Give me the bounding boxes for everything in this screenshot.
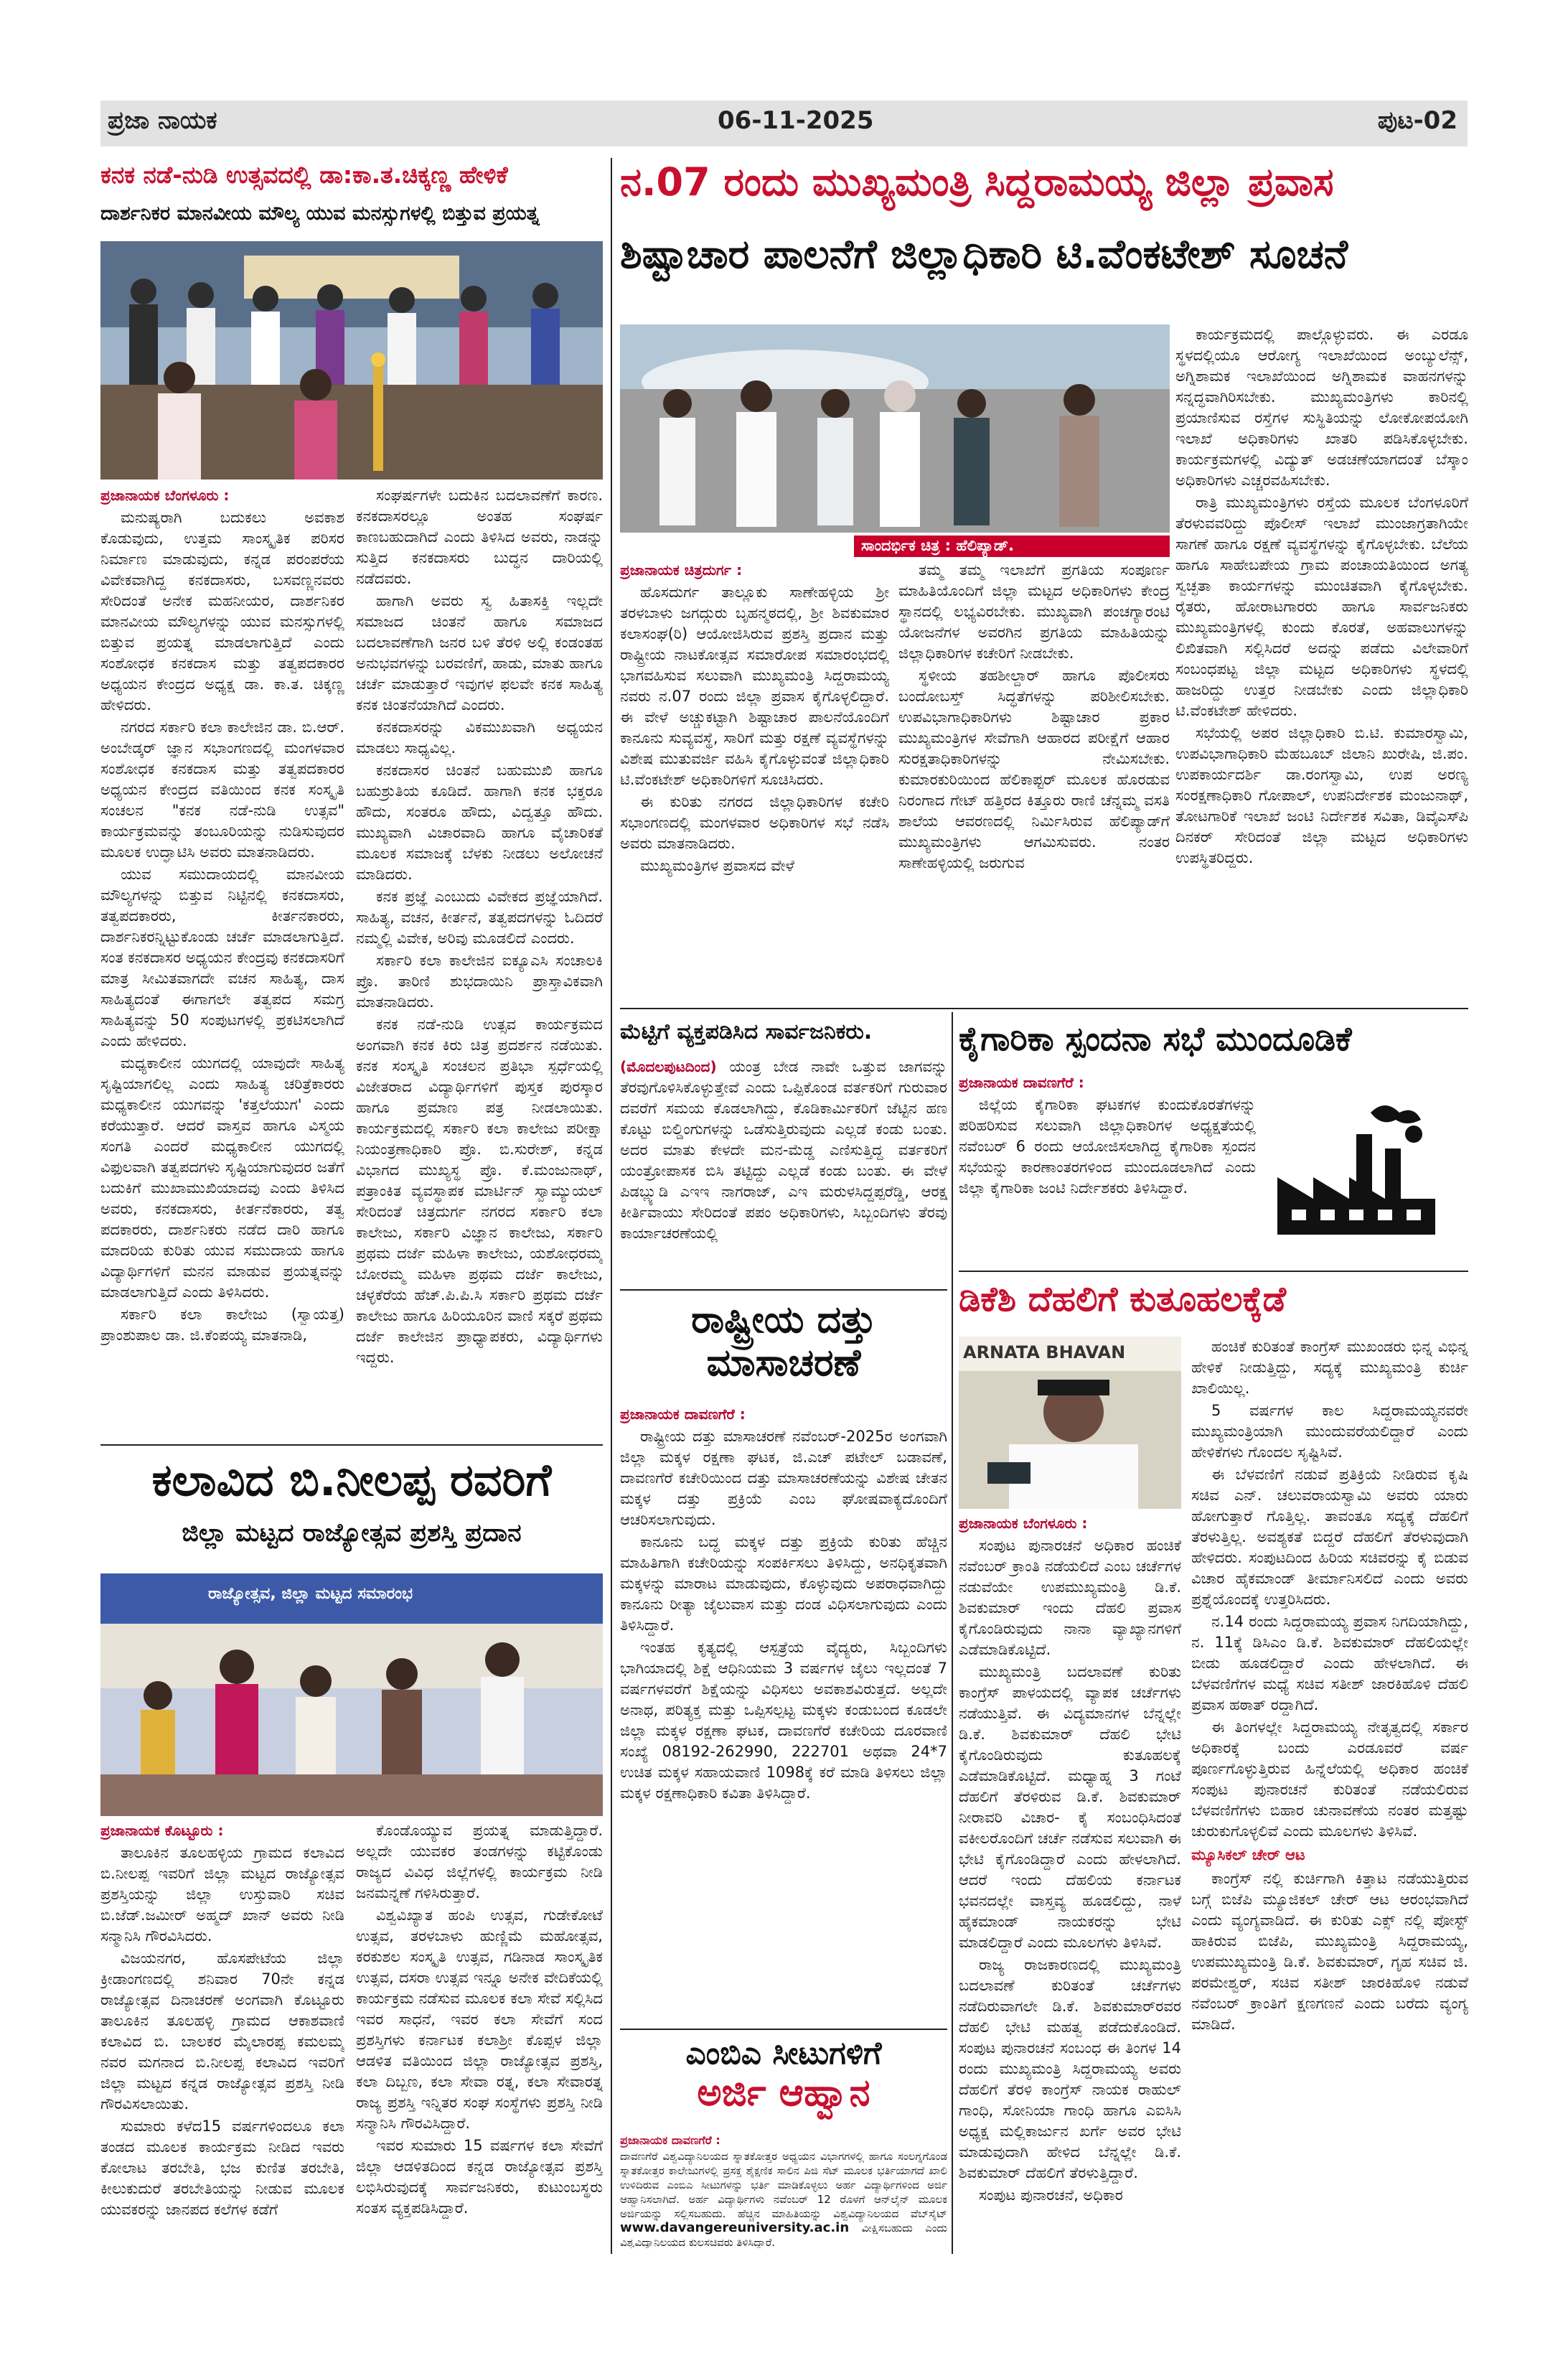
section-divider	[620, 1289, 947, 1291]
dks-para: ಕಾಂಗ್ರೆಸ್ ನಲ್ಲಿ ಕುರ್ಚಿಗಾಗಿ ಕಿತ್ತಾಟ ನಡೆಯುತ್ತಿರುವ ಬಗ್ಗೆ ಬಿಜೆಪಿ ಮ್ಯೂಜಿಕಲ್ ಚೇರ್ ಆಟ ಆರಂಭವಾಗಿದೆ ಎಂದು ವ್ಯಂಗ್ಯವಾಡಿದೆ. ಈ ಕುರಿತು ಎಕ್ಸ್ ನಲ್ಲಿ ಪೋಸ್ಟ್ ಹಾಕಿರುವ ಬಿಜೆಪಿ, ಮುಖ್ಯಮಂತ್ರಿ ಸಿದ್ದರಾಮಯ್ಯ, ಉಪಮುಖ್ಯಮಂತ್ರಿ ಡಿ.ಕೆ. ಶಿವಕುಮಾರ್, ಗೃಹ ಸಚಿವ ಜಿ. ಪರಮೇಶ್ವರ್, ಸಚಿವ ಸತೀಶ್ ಜಾರಕಿಹೊಳಿ ನಡುವೆ ನವೆಂಬರ್ ಕ್ರಾಂತಿಗೆ ಕ್ಷಣಗಣನೆ ಎಂದು ಬರೆದು ವ್ಯಂಗ್ಯ ಮಾಡಿದೆ.	[1191, 1870, 1468, 2033]
kanaka-para: ಸಂಘರ್ಷಗಳೇ ಬದುಕಿನ ಬದಲಾವಣೆಗೆ ಕಾರಣ. ಕನಕದಾಸರಲ್ಲೂ ಅಂತಹ ಸಂಘರ್ಷ ಕಾಣಬಹುದಾಗಿದೆ ಎಂದು ತಿಳಿಸಿದ ಅವರು, ನಾಡನ್ನು ಸುತ್ತಿದ ಕನಕದಾಸರು ಬುದ್ಧನ ದಾರಿಯಲ್ಲಿ ನಡೆದವರು.	[356, 487, 603, 587]
cm-body-col1	[620, 560, 889, 1001]
kanaka-para: ಕನಕ ನಡೆ-ನುಡಿ ಉತ್ಸವ ಕಾರ್ಯಕ್ರಮದ ಅಂಗವಾಗಿ ಕನಕ ಕಿರು ಚಿತ್ರ ಪ್ರದರ್ಶನ ನಡೆಯಿತು. ಕನಕ ಸಂಸ್ಕೃತಿ ಸಂಚಲನ ಪ್ರತಿಭಾ ಸ್ಪರ್ಧೆಯಲ್ಲಿ ವಿಜೇತರಾದ ವಿದ್ಯಾರ್ಥಿಗಳಿಗೆ ಪುಸ್ತಕ ಪುರಸ್ಕಾರ ಹಾಗೂ ಪ್ರಮಾಣ ಪತ್ರ ನೀಡಲಾಯಿತು. ಕಾರ್ಯಕ್ರಮದಲ್ಲಿ ಸರ್ಕಾರಿ ಕಲಾ ಕಾಲೇಜು ಪರೀಕ್ಷಾ ನಿಯಂತ್ರಣಾಧಿಕಾರಿ ಪ್ರೊ. ಬಿ.ಸುರೇಶ್, ಕನ್ನಡ ವಿಭಾಗದ ಮುಖ್ಯಸ್ಥ ಪ್ರೊ. ಕೆ.ಮಂಜುನಾಥ್, ಪತ್ರಾಂಕಿತ ವ್ಯವಸ್ಥಾಪಕ ಮಾರ್ಟಿನ್ ಸ್ವಾಮ್ಯುಯಲ್ ಸೇರಿದಂತೆ ಚಿತ್ರದುರ್ಗ ನಗರದ ಸರ್ಕಾರಿ ಕಲಾ ಕಾಲೇಜು, ಸರ್ಕಾರಿ ವಿಜ್ಞಾನ ಕಾಲೇಜು, ಸರ್ಕಾರಿ ಪ್ರಥಮ ದರ್ಜೆ ಮಹಿಳಾ ಕಾಲೇಜು, ಯಶೋಧರಮ್ಮ ಬೋರಮ್ಮ ಮಹಿಳಾ ಪ್ರಥಮ ದರ್ಜೆ ಕಾಲೇಜು, ಚಳ್ಳಕೆರೆಯ ಹೆಚ್.ಪಿ.ಪಿ.ಸಿ ಸರ್ಕಾರಿ ಪ್ರಥಮ ದರ್ಜೆ ಕಾಲೇಜು ಹಾಗೂ ಹಿರಿಯೂರಿನ ವಾಣಿ ಸಕ್ಕರೆ ಪ್ರಥಮ ದರ್ಜೆ ಕಾಲೇಜಿನ ಪ್ರಾಧ್ಯಾಪಕರು, ವಿದ್ಯಾರ್ಥಿಗಳು ಇದ್ದರು.	[356, 1016, 603, 1366]
cm-body-col2	[898, 560, 1170, 1001]
cm-body-right-col	[1175, 324, 1468, 1001]
cm-para: ಹೊಸದುರ್ಗ ತಾಲ್ಲೂಕು ಸಾಣೇಹಳ್ಳಿಯ ಶ್ರೀ ತರಳಬಾಳು ಜಗದ್ಗುರು ಬೃಹನ್ಮಠದಲ್ಲಿ, ಶ್ರೀ ಶಿವಕುಮಾರ ಕಲಾಸಂಘ(ರಿ) ಆಯೋಜಿಸಿರುವ ಪ್ರಶಸ್ತಿ ಪ್ರದಾನ ಮತ್ತು ರಾಷ್ಟ್ರೀಯ ನಾಟಕೋತ್ಸವ ಸಮಾರೋಪ ಸಮಾರಂಭದಲ್ಲಿ ಭಾಗವಹಿಸುವ ಸಲುವಾಗಿ ಮುಖ್ಯಮಂತ್ರಿ ಸಿದ್ದರಾಮಯ್ಯ ನವರು ನ.07 ರಂದು ಜಿಲ್ಲಾ ಪ್ರವಾಸ ಕೈಗೊಳ್ಳಲಿದ್ದಾರೆ. ಈ ವೇಳೆ ಅಚ್ಚುಕಟ್ಟಾಗಿ ಶಿಷ್ಟಾಚಾರ ಪಾಲನೆಯೊಂದಿಗೆ ಕಾನೂನು ಸುವ್ಯವಸ್ಥೆ, ಸಾರಿಗೆ ಮತ್ತು ರಕ್ಷಣೆ ವ್ಯವಸ್ಥೆಗಳನ್ನು ವಿಶೇಷ ಮುತುವರ್ಜಿ ವಹಿಸಿ ಕೈಗೊಳ್ಳುವಂತೆ ಜಿಲ್ಲಾಧಿಕಾರಿ ಟಿ.ವೆಂಕಟೇಶ್ ಅಧಿಕಾರಿಗಳಿಗೆ ಸೂಚಿಸಿದರು.	[620, 584, 889, 788]
mba-headline-line1: ಎಂಬಿಎ ಸೀಟುಗಳಿಗೆ	[685, 2036, 882, 2072]
cm-photo-caption: ಸಾಂದರ್ಭಿಕ ಚಿತ್ರ : ಹೆಲಿಪ್ಯಾಡ್.	[854, 535, 1170, 557]
dattu-body	[620, 1404, 947, 2021]
dks-para: ರಾಜ್ಯ ರಾಜಕಾರಣದಲ್ಲಿ ಮುಖ್ಯಮಂತ್ರಿ ಬದಲಾವಣೆ ಕುರಿತಂತೆ ಚರ್ಚೆಗಳು ನಡೆದಿರುವಾಗಲೇ ಡಿ.ಕೆ. ಶಿವಕುಮಾರ್‌ರವರ ದೆಹಲಿ ಭೇಟಿ ಮಹತ್ವ ಪಡೆದುಕೊಂಡಿದೆ. ಸಂಪುಟ ಪುನಾರಚನೆ ಸಂಬಂಧ ಈ ತಿಂಗಳ 14 ರಂದು ಮುಖ್ಯಮಂತ್ರಿ ಸಿದ್ದರಾಮಯ್ಯ ಅವರು ದೆಹಲಿಗೆ ತೆರಳಿ ಕಾಂಗ್ರೆಸ್ ನಾಯಕ ರಾಹುಲ್ ಗಾಂಧಿ, ಸೋನಿಯಾ ಗಾಂಧಿ ಹಾಗೂ ಎಐಸಿಸಿ ಅಧ್ಯಕ್ಷ ಮಲ್ಲಿಕಾರ್ಜುನ ಖರ್ಗೆ ಅವರ ಭೇಟಿ ಮಾಡುವುದಾಗಿ ಹೇಳಿದ ಬೆನ್ನಲ್ಲೇ ಡಿ.ಕೆ. ಶಿವಕುಮಾರ್ ದೆಹಲಿಗೆ ತೆರಳುತ್ತಿದ್ದಾರೆ.	[959, 1956, 1181, 2181]
kanaka-para: ಕನಕದಾಸರನ್ನು ವಿಕಮುಖವಾಗಿ ಅಧ್ಯಯನ ಮಾಡಲು ಸಾಧ್ಯವಿಲ್ಲ.	[356, 719, 603, 757]
mettilu-headline: ಮೆಟ್ಟಿಗೆ ವ್ಯಕ್ತಪಡಿಸಿದ ಸಾರ್ವಜನಿಕರು.	[620, 1019, 873, 1044]
dks-subhead: ಮ್ಯೂಸಿಕಲ್ ಚೇರ್ ಆಟ	[1191, 1846, 1305, 1863]
mba-body	[620, 2133, 947, 2248]
kanaka-body-col1	[100, 485, 344, 1436]
dks-body-col2	[1191, 1337, 1468, 2253]
mba-byline: ಪ್ರಜಾನಾಯಕ ದಾವಣಗೆರೆ :	[620, 2133, 720, 2147]
dattu-para: ಇಂತಹ ಕೃತ್ಯದಲ್ಲಿ ಆಸ್ಪತ್ರೆಯ ವೈದ್ಯರು, ಸಿಬ್ಬಂದಿಗಳು ಭಾಗಿಯಾದಲ್ಲಿ ಶಿಕ್ಷೆ ಆಧಿನಿಯಮ 3 ವರ್ಷಗಳ ಜೈಲು ಇಲ್ಲದಂತೆ 7 ವರ್ಷಗಳವರೆಗೆ ಶಿಕ್ಷೆಯನ್ನು ವಿಧಿಸಲು ಅವಕಾಶವಿರುತ್ತದೆ. ಅಲ್ಲದೇ ಅನಾಥ, ಪರಿತ್ಯಕ್ತ ಮತ್ತು ಒಪ್ಪಿಸಲ್ಪಟ್ಟ ಮಕ್ಕಳು ಕಂಡುಬಂದ ಕೂಡಲೇ ಜಿಲ್ಲಾ ಮಕ್ಕಳ ರಕ್ಷಣಾ ಘಟಕ, ದಾವಣಗೆರೆ ಕಚೇರಿಯ ದೂರವಾಣಿ ಸಂಖ್ಯೆ 08192-262990, 222701 ಅಥವಾ 24*7 ಉಚಿತ ಮಕ್ಕಳ ಸಹಾಯವಾಣಿ 1098ಕ್ಕೆ ಕರೆ ಮಾಡಿ ತಿಳಿಸಲು ಜಿಲ್ಲಾ ಮಕ್ಕಳ ರಕ್ಷಣಾಧಿಕಾರಿ ಕವಿತಾ ತಿಳಿಸಿದ್ದಾರೆ.	[620, 1639, 947, 1802]
kanaka-para: ಸರ್ಕಾರಿ ಕಲಾ ಕಾಲೇಜಿನ ಐಕ್ಯೂಎಸಿ ಸಂಚಾಲಕಿ ಪ್ರೊ. ತಾರಿಣಿ ಶುಭದಾಯಿನಿ ಪ್ರಾಸ್ತಾವಿಕವಾಗಿ ಮಾತನಾಡಿದರು.	[356, 952, 603, 1011]
column-divider	[952, 1012, 953, 2254]
kanaka-byline: ಪ್ರಜಾನಾಯಕ ಬೆಂಗಳೂರು :	[100, 487, 230, 504]
dks-para: ಸಂಪುಟ ಪುನಾರಚನೆ, ಅಧಿಕಾರ	[979, 2186, 1123, 2204]
cm-subheadline: ಶಿಷ್ಟಾಚಾರ ಪಾಲನೆಗೆ ಜಿಲ್ಲಾಧಿಕಾರಿ ಟಿ.ವೆಂಕಟೇಶ್ ಸೂಚನೆ	[620, 231, 1348, 278]
dks-photo-banner: ARNATA BHAVAN	[963, 1342, 1126, 1362]
cm-helipad-photo	[620, 324, 1170, 533]
mba-headline-line2: ಅರ್ಜಿ ಆಹ್ವಾನ	[697, 2071, 870, 2115]
kalavida-para: ವಿಶ್ವವಿಖ್ಯಾತ ಹಂಪಿ ಉತ್ಸವ, ಗುಡೇಕೋಟೆ ಉತ್ಸವ, ತರಳಬಾಳು ಹುಣ್ಣಿಮೆ ಮಹೋತ್ಸವ, ಕರಕುಶಲ ಸಂಸ್ಕೃತಿ ಉತ್ಸವ, ಗಡಿನಾಡ ಸಾಂಸ್ಕೃತಿಕ ಉತ್ಸವ, ದಸರಾ ಉತ್ಸವ ಇನ್ನೂ ಅನೇಕ ವೇದಿಕೆಯಲ್ಲಿ ಕಾರ್ಯಕ್ರಮ ನಡೆಸುವ ಮೂಲಕ ಕಲಾ ಸೇವೆ ಸಲ್ಲಿಸಿದ ಇವರ ಸಾಧನೆ, ಇವರ ಕಲಾ ಸೇವೆಗೆ ಸಂದ ಪ್ರಶಸ್ತಿಗಳು ಕರ್ನಾಟಕ ಕಲಾಶ್ರೀ ಕೊಪ್ಪಳ ಜಿಲ್ಲಾ ಆಡಳಿತ ವತಿಯಿಂದ ಜಿಲ್ಲಾ ರಾಜ್ಯೋತ್ಸವ ಪ್ರಶಸ್ತಿ, ಕಲಾ ದಿಬ್ಬಣ, ಕಲಾ ಸೇವಾ ರತ್ನ, ಕಲಾ ಸೇವಾರತ್ನ ರಾಜ್ಯ ಪ್ರಶಸ್ತಿ ಇನ್ನಿತರ ಸಂಘ ಸಂಸ್ಥೆಗಳು ಪ್ರಶಸ್ತಿ ನೀಡಿ ಸನ್ಮಾನಿಸಿ ಗೌರವಿಸಿದ್ದಾರೆ.	[356, 1907, 603, 2132]
kalavida-byline: ಪ್ರಜಾನಾಯಕ ಕೊಟ್ಟೂರು :	[100, 1822, 224, 1839]
mettilu-body	[620, 1057, 947, 1279]
cm-para: ಕಾರ್ಯಕ್ರಮದಲ್ಲಿ ಪಾಲ್ಗೊಳ್ಳುವರು. ಈ ಎರಡೂ ಸ್ಥಳದಲ್ಲಿಯೂ ಆರೋಗ್ಯ ಇಲಾಖೆಯಿಂದ ಅಂಬ್ಯುಲೆನ್ಸ್, ಅಗ್ನಿಶಾಮಕ ಇಲಾಖೆಯಿಂದ ಅಗ್ನಿಶಾಮಕ ವಾಹನಗಳನ್ನು ಸನ್ನದ್ಧವಾಗಿರಿಸಬೇಕು. ಮುಖ್ಯಮಂತ್ರಿಗಳು ಕಾರಿನಲ್ಲಿ ಪ್ರಯಾಣಿಸುವ ರಸ್ತೆಗಳ ಸುಸ್ಥಿತಿಯನ್ನು ಲೋಕೋಪಯೋಗಿ ಇಲಾಖೆ ಅಧಿಕಾರಿಗಳು ಖಾತರಿ ಪಡಿಸಿಕೊಳ್ಳಬೇಕು. ಕಾರ್ಯಕ್ರಮಗಳಲ್ಲಿ ವಿದ್ಯುತ್ ಅಡಚಣೆಯಾಗದಂತೆ ಬೆಸ್ಕಾಂ ಅಧಿಕಾರಿಗಳು ಎಚ್ಚರವಹಿಸಬೇಕು.	[1175, 326, 1468, 489]
kanaka-para: ಹಾಗಾಗಿ ಅವರು ಸ್ವ ಹಿತಾಸಕ್ತಿ ಇಲ್ಲದೇ ಸಮಾಜದ ಚಿಂತನೆ ಹಾಗೂ ಸಮಾಜದ ಬದಲಾವಣೆಗಾಗಿ ಜನರ ಬಳಿ ತೆರಳಿ ಅಲ್ಲಿ ಕಂಡಂತಹ ಅನುಭವಗಳನ್ನು ಬರವಣಿಗೆ, ಹಾಡು, ಮಾತು ಹಾಗೂ ಚರ್ಚೆ ಮಾಡುತ್ತಾರೆ ಇವುಗಳ ಫಲವೇ ಕನಕ ಸಾಹಿತ್ಯ ಕನಕ ಚಿಂತನೆಯಾಗಿದೆ ಎಂದರು.	[356, 592, 603, 714]
kalavida-award-photo	[100, 1573, 603, 1816]
dks-para: ಈ ಬೆಳವಣಿಗೆ ನಡುವೆ ಪ್ರತಿಕ್ರಿಯೆ ನೀಡಿರುವ ಕೃಷಿ ಸಚಿವ ಎನ್. ಚಲುವರಾಯಸ್ವಾಮಿ ಅವರು ಯಾರು ಹೋಗುತ್ತಾರೆ ಗೊತ್ತಿಲ್ಲ. ತಾವಂತೂ ಸದ್ಯಕ್ಕೆ ದೆಹಲಿಗೆ ತೆರಳುತ್ತಿಲ್ಲ. ಅವಶ್ಯಕತೆ ಬಿದ್ದರೆ ದೆಹಲಿಗೆ ತೆರಳುವುದಾಗಿ ಹೇಳಿದರು. ಸಂಪುಟದಿಂದ ಹಿರಿಯ ಸಚಿವರನ್ನು ಕೈ ಬಿಡುವ ವಿಚಾರ ಹೈಕಮಾಂಡ್ ತೀರ್ಮಾನಿಸಲಿದೆ ಎಂದು ಅವರು ಪ್ರಶ್ನೆಯೊಂದಕ್ಕೆ ಉತ್ತರಿಸಿದರು.	[1191, 1466, 1468, 1608]
kalavida-para: ತಾಲೂಕಿನ ತೂಲಹಳ್ಳಿಯ ಗ್ರಾಮದ ಕಲಾವಿದ ಬಿ.ನೀಲಪ್ಪ ಇವರಿಗೆ ಜಿಲ್ಲಾ ಮಟ್ಟದ ರಾಜ್ಯೋತ್ಸವ ಪ್ರಶಸ್ತಿಯನ್ನು ಜಿಲ್ಲಾ ಉಸ್ತುವಾರಿ ಸಚಿವ ಬಿ.ಜೆಡ್.ಜಮೀರ್ ಅಹ್ಮದ್ ಖಾನ್ ಅವರು ನೀಡಿ ಸನ್ಮಾನಿಸಿ ಗೌರವಿಸಿದರು.	[100, 1844, 344, 1945]
dattu-headline	[620, 1299, 947, 1400]
mettilu-byline: (ಮೊದಲಪುಟದಿಂದ)	[620, 1058, 717, 1075]
kalavida-body-col2	[356, 1820, 603, 2251]
cm-para: ರಾತ್ರಿ ಮುಖ್ಯಮಂತ್ರಿಗಳು ರಸ್ತೆಯ ಮೂಲಕ ಬೆಂಗಳೂರಿಗೆ ತೆರಳುವವರಿದ್ದು ಪೊಲೀಸ್ ಇಲಾಖೆ ಮುಂಜಾಗ್ರತಾಗಿಯೇ ಸಾಗಣೆ ಹಾಗೂ ರಕ್ಷಣೆ ವ್ಯವಸ್ಥೆಗಳನ್ನು ಕೈಗೊಳ್ಳಬೇಕು. ಬೆಲೆಯ ಹಾಗೂ ಸಾಹೇಬಪೇಯ ಗ್ರಾಮ ಪಂಚಾಯತಿಯಿಂದ ಅಗತ್ಯ ಸ್ವಚ್ಛತಾ ಕಾರ್ಯಗಳನ್ನು ಮುಂಚಿತವಾಗಿ ಕೈಗೊಳ್ಳಬೇಕು. ರೈತರು, ಹೋರಾಟಗಾರರು ಹಾಗೂ ಸಾರ್ವಜನಿಕರು ಮುಖ್ಯಮಂತ್ರಿಗಳಲ್ಲಿ ಕುಂದು ಕೊರತೆ, ಅಹವಾಲುಗಳನ್ನು ಲಿಖಿತವಾಗಿ ಸಲ್ಲಿಸಿದರೆ ಅದನ್ನು ಪಡೆದು ವಿಲೇವಾರಿಗೆ ಸಂಬಂಧಪಟ್ಟ ಜಿಲ್ಲಾ ಮಟ್ಟದ ಅಧಿಕಾರಿಗಳು ಸ್ಥಳದಲ್ಲಿ ಹಾಜರಿದ್ದು ಉತ್ತರ ನೀಡಬೇಕು ಎಂದು ಜಿಲ್ಲಾಧಿಕಾರಿ ಟಿ.ವೆಂಕಟೇಶ್ ಹೇಳಿದರು.	[1175, 494, 1468, 719]
kalavida-para: ಸುಮಾರು ಕಳೆದ15 ವರ್ಷಗಳಿಂದಲೂ ಕಲಾ ತಂಡದ ಮೂಲಕ ಕಾರ್ಯಕ್ರಮ ನೀಡಿದ ಇವರು ಕೋಲಾಟ ತರಬೇತಿ, ಭಜ ಕುಣಿತ ತರಬೇತಿ, ಕೀಲುಕುದುರೆ ತರಬೇತಿಯನ್ನು ನೀಡುವ ಮೂಲಕ ಯುವಕರನ್ನು ಜಾನಪದ ಕಲೆಗಳ ಕಡೆಗೆ	[100, 2118, 344, 2218]
dattu-headline-line1: ರಾಷ್ಟ್ರೀಯ ದತ್ತು	[691, 1299, 876, 1342]
kanaka-para: ಕನಕ ಪ್ರಜ್ಞೆ ಎಂಬುದು ವಿವೇಕದ ಪ್ರಜ್ಞೆಯಾಗಿದೆ. ಸಾಹಿತ್ಯ, ವಚನ, ಕೀರ್ತನೆ, ತತ್ವಪದಗಳನ್ನು ಓದಿದರೆ ನಮ್ಮಲ್ಲಿ ವಿವೇಕ, ಅರಿವು ಮೂಡಲಿದೆ ಎಂದರು.	[356, 888, 603, 947]
cm-para: ಸಭೆಯಲ್ಲಿ ಅಪರ ಜಿಲ್ಲಾಧಿಕಾರಿ ಬಿ.ಟಿ. ಕುಮಾರಸ್ವಾಮಿ, ಉಪವಿಭಾಗಾಧಿಕಾರಿ ಮೆಹಬೂಬ್ ಜಿಲಾನಿ ಖುರೇಷಿ, ಜಿ.ಪಂ. ಉಪಕಾರ್ಯದರ್ಶಿ ಡಾ.ರಂಗಸ್ವಾಮಿ, ಉಪ ಅರಣ್ಯ ಸಂರಕ್ಷಣಾಧಿಕಾರಿ ಗೋಪಾಲ್, ಉಪನಿರ್ದೇಶಕ ಮಂಜುನಾಥ್, ತೋಟಗಾರಿಕೆ ಇಲಾಖೆ ಜಂಟಿ ನಿರ್ದೇಶಕ ಸವಿತಾ, ಡಿವೈಎಸ್‍ಪಿ ದಿನಕರ್ ಸೇರಿದಂತೆ ಜಿಲ್ಲಾ ಮಟ್ಟದ ಅಧಿಕಾರಿಗಳು ಉಪಸ್ಥಿತರಿದ್ದರು.	[1175, 724, 1468, 866]
kaigarika-headline: ಕೈಗಾರಿಕಾ ಸ್ಪಂದನಾ ಸಭೆ ಮುಂದೂಡಿಕೆ	[959, 1019, 1352, 1058]
cm-headline: ನ.07 ರಂದು ಮುಖ್ಯಮಂತ್ರಿ ಸಿದ್ದರಾಮಯ್ಯ ಜಿಲ್ಲಾ ಪ್ರವಾಸ	[620, 159, 1334, 205]
cm-byline: ಪ್ರಜಾನಾಯಕ ಚಿತ್ರದುರ್ಗ :	[620, 561, 743, 579]
section-divider	[100, 1444, 603, 1446]
dks-para: 5 ವರ್ಷಗಳ ಕಾಲ ಸಿದ್ದರಾಮಯ್ಯನವರೇ ಮುಖ್ಯಮಂತ್ರಿಯಾಗಿ ಮುಂದುವರೆಯಲಿದ್ದಾರೆ ಎಂದು ಹೇಳಿಕೆಗಳು ಗೊಂದಲ ಸೃಷ್ಟಿಸಿವೆ.	[1191, 1402, 1468, 1461]
issue-date: 06-11-2025	[718, 106, 874, 135]
dks-para: ಮುಖ್ಯಮಂತ್ರಿ ಬದಲಾವಣೆ ಕುರಿತು ಕಾಂಗ್ರೆಸ್ ಪಾಳಯದಲ್ಲಿ ವ್ಯಾಪಕ ಚರ್ಚೆಗಳು ನಡೆಯುತ್ತಿವೆ. ಈ ವಿದ್ಯಮಾನಗಳ ಬೆನ್ನಲ್ಲೇ ಡಿ.ಕೆ. ಶಿವಕುಮಾರ್ ದೆಹಲಿ ಭೇಟಿ ಕೈಗೊಂಡಿರುವುದು ಕುತೂಹಲಕ್ಕೆ ಎಡೆಮಾಡಿಕೊಟ್ಟಿದೆ. ಮಧ್ಯಾಹ್ನ 3 ಗಂಟೆ ದೆಹಲಿಗೆ ತೆರಳಿರುವ ಡಿ.ಕೆ. ಶಿವಕುಮಾರ್ ನೀರಾವರಿ ವಿಚಾರ- ಕೈ ಸಂಬಂಧಿಸಿದಂತೆ ವಕೀಲರೊಂದಿಗೆ ಚರ್ಚೆ ನಡೆಸುವ ಸಲುವಾಗಿ ಈ ಭೇಟಿ ಕೈಗೊಂಡಿದ್ದಾರೆ ಎಂದು ಹೇಳಲಾಗಿದೆ. ಆದರೆ ಇಂದು ದೆಹಲಿಯ ಕರ್ನಾಟಕ ಭವನದಲ್ಲೇ ವಾಸ್ತವ್ಯ ಹೂಡಲಿದ್ದು, ನಾಳೆ ಹೈಕಮಾಂಡ್ ನಾಯಕರನ್ನು ಭೇಟಿ ಮಾಡಲಿದ್ದಾರೆ ಎಂದು ಮೂಲಗಳು ತಿಳಿಸಿವೆ.	[959, 1663, 1181, 1951]
section-divider	[620, 2029, 947, 2030]
kalavida-subheadline: ಜಿಲ್ಲಾ ಮಟ್ಟದ ರಾಜ್ಯೋತ್ಸವ ಪ್ರಶಸ್ತಿ ಪ್ರದಾನ	[182, 1519, 522, 1548]
cm-para: ತಮ್ಮ ತಮ್ಮ ಇಲಾಖೆಗೆ ಪ್ರಗತಿಯ ಸಂಪೂರ್ಣ ಮಾಹಿತಿಯೊಂದಿಗೆ ಜಿಲ್ಲಾ ಮಟ್ಟದ ಅಧಿಕಾರಿಗಳು ಕೇಂದ್ರ ಸ್ಥಾನದಲ್ಲಿ ಲಭ್ಯವಿರಬೇಕು. ಮುಖ್ಯವಾಗಿ ಪಂಚಗ್ಯಾರಂಟಿ ಯೋಜನೆಗಳ ಅವರಗಿನ ಪ್ರಗತಿಯ ಮಾಹಿತಿಯನ್ನು ಜಿಲ್ಲಾಧಿಕಾರಿಗಳ ಕಚೇರಿಗೆ ನೀಡಬೇಕು.	[898, 561, 1170, 662]
kanaka-headline: ಕನಕ ನಡೆ-ನುಡಿ ಉತ್ಸವದಲ್ಲಿ ಡಾ:ಕಾ.ತ.ಚಿಕ್ಕಣ್ಣ ಹೇಳಿಕೆ	[100, 161, 508, 189]
university-website-link[interactable]: www.davangereuniversity.ac.in	[620, 2220, 850, 2235]
kaigarika-body	[959, 1072, 1256, 1259]
kalavida-body-col1	[100, 1820, 344, 2251]
kanaka-body-col2	[356, 485, 603, 1436]
section-divider	[620, 1008, 1468, 1009]
kanaka-subheadline: ದಾರ್ಶನಿಕರ ಮಾನವೀಯ ಮೌಲ್ಯ ಯುವ ಮನಸ್ಸುಗಳಲ್ಲಿ ಬಿತ್ತುವ ಪ್ರಯತ್ನ	[100, 202, 540, 225]
dks-para: ಹಂಚಿಕೆ ಕುರಿತಂತೆ ಕಾಂಗ್ರೆಸ್ ಮುಖಂಡರು ಭಿನ್ನ ವಿಭಿನ್ನ ಹೇಳಿಕೆ ನೀಡುತ್ತಿದ್ದು, ಸದ್ಯಕ್ಕೆ ಮುಖ್ಯಮಂತ್ರಿ ಕುರ್ಚಿ ಖಾಲಿಯಿಲ್ಲ.	[1191, 1338, 1468, 1397]
page-header	[100, 100, 1468, 146]
dks-byline: ಪ್ರಜಾನಾಯಕ ಬೆಂಗಳೂರು :	[959, 1515, 1088, 1532]
dks-photo	[959, 1337, 1181, 1509]
cm-para: ಸ್ಥಳೀಯ ತಹಶೀಲ್ದಾರ್ ಹಾಗೂ ಪೊಲೀಸರು ಬಂದೋಬಸ್ತ್ ಸಿದ್ಧತೆಗಳನ್ನು ಪರಿಶೀಲಿಸಬೇಕು. ಉಪವಿಭಾಗಾಧಿಕಾರಿಗಳು ಶಿಷ್ಟಾಚಾರ ಪ್ರಕಾರ ಮುಖ್ಯಮಂತ್ರಿಗಳ ಸೇವೆಗಾಗಿ ಆಹಾರದ ಪರೀಕ್ಷೆಗೆ ಆಹಾರ ಸುರಕ್ಷತಾಧಿಕಾರಿಗಳನ್ನು ನೇಮಿಸಬೇಕು. ಕುಮಾರಕುರಿಯಿಂದ ಹೆಲಿಕಾಪ್ಟರ್ ಮೂಲಕ ಹೊರಡುವ ನಿರಂಗಾದ ಗೇಟ್ ಹತ್ತಿರದ ಕಿತ್ತೂರು ರಾಣಿ ಚೆನ್ನಮ್ಮ ವಸತಿ ಶಾಲೆಯ ಆವರಣದಲ್ಲಿ ನಿರ್ಮಿಸಿರುವ ಹೆಲಿಪ್ಯಾಡ್‍ಗೆ ಮುಖ್ಯಮಂತ್ರಿಗಳು ಆಗಮಿಸುವರು. ನಂತರ ಸಾಣೇಹಳ್ಳಿಯಲ್ಲಿ ಜರುಗುವ	[898, 667, 1170, 871]
mettilu-text: ಯಂತ್ರ ಬೇಡ ನಾವೇ ಒತ್ತುವ ಜಾಗವನ್ನು ತೆರವುಗೊಳಿಸಿಕೊಳ್ಳುತ್ತೇವೆ ಎಂದು ಒಪ್ಪಿಕೊಂಡ ವರ್ತಕರಿಗೆ ಗುರುವಾರ ದವರೆಗೆ ಸಮಯ ಕೊಡಲಾಗಿದ್ದು, ಕೊಡಿಕಾರ್ಮಿಕರಿಗೆ ಜೆಟ್ಟಿನ ಹಣ ಕೊಟ್ಟು ಬಿಲ್ಡಿಂಗುಗಳನ್ನು ಒಡೆಸುತ್ತಿರುವುದು ಎಲ್ಲಡೆ ಕಂಡು ಬಂತು. ಅದರ ಮಾತು ಕೇಳದೇ ಮನ-ಮೆಡ್ಡ ಎಣಿಸುತ್ತಿದ್ದ ವರ್ತಕರಿಗೆ ಯಂತ್ರೋಪಾಸಕ ಬಿಸಿ ತಟ್ಟಿದ್ದು ಎಲ್ಲಡೆ ಕಂಡು ಬಂತು. ಈ ವೇಳೆ ಪಿಡಬ್ಲ್ಯುಡಿ ಎಇಇ ನಾಗರಾಜ್, ಎಇ ಮರುಳಸಿದ್ದಪ್ಪರೆಡ್ಡಿ, ಆರಕ್ಷ ಕೀರ್ತಿವಾಯು ಸೇರಿದಂತೆ ಪಪಂ ಅಧಿಕಾರಿಗಳು, ಸಿಬ್ಬಂದಿಗಳು ತೆರವು ಕಾರ್ಯಾಚರಣೆಯಲ್ಲಿ	[620, 1058, 947, 1242]
dks-para: ಈ ತಿಂಗಳಲ್ಲೇ ಸಿದ್ದರಾಮಯ್ಯ ನೇತೃತ್ವದಲ್ಲಿ ಸರ್ಕಾರ ಅಧಿಕಾರಕ್ಕೆ ಬಂದು ಎರಡೂವರೆ ವರ್ಷ ಪೂರ್ಣಗೊಳ್ಳುತ್ತಿರುವ ಹಿನ್ನೆಲೆಯಲ್ಲಿ ಅಧಿಕಾರ ಹಂಚಿಕೆ ಸಂಪುಟ ಪುನಾರಚನೆ ಕುರಿತಂತೆ ನಡೆಯಲಿರುವ ಬೆಳವಣಿಗೆಗಳು ಬಿಹಾರ ಚುನಾವಣೆಯ ನಂತರ ಮತ್ತಷ್ಟು ಚುರುಕುಗೊಳ್ಳಲಿವೆ ಎಂದು ಮೂಲಗಳು ತಿಳಿಸಿವೆ.	[1191, 1718, 1468, 1840]
cm-para: ಮುಖ್ಯಮಂತ್ರಿಗಳ ಪ್ರವಾಸದ ವೇಳೆ	[640, 857, 794, 874]
column-divider	[611, 158, 612, 2254]
kanaka-para: ಕನಕದಾಸರ ಚಿಂತನೆ ಬಹುಮುಖಿ ಹಾಗೂ ಬಹುಶ್ರುತಿಯ ಕೂಡಿದೆ. ಹಾಗಾಗಿ ಕನಕ ಭಕ್ತರೂ ಹೌದು, ಸಂತರೂ ಹೌದು, ವಿದ್ವತ್ತೂ ಹೌದು. ಮುಖ್ಯವಾಗಿ ವಿಚಾರವಾದಿ ಹಾಗೂ ವೈಚಾರಿಕತೆ ಮೂಲಕ ಸಮಾಜಕ್ಕೆ ಬೆಳಕು ನೀಡಲು ಅಲೋಚನೆ ಮಾಡಿದರು.	[356, 762, 603, 883]
dks-para: ನ.14 ರಂದು ಸಿದ್ದರಾಮಯ್ಯ ಪ್ರವಾಸ ನಿಗದಿಯಾಗಿದ್ದು, ನ. 11ಕ್ಕೆ ಡಿಸಿಎಂ ಡಿ.ಕೆ. ಶಿವಕುಮಾರ್ ದೆಹಲಿಯಲ್ಲೇ ಬೀಡು ಹೂಡಲಿದ್ದಾರೆ ಎಂದು ಹೇಳಲಾಗಿದೆ. ಈ ಬೆಳವಣಿಗೆಗಳ ಮಧ್ಯೆ ಸಚಿವ ಸತೀಶ್ ಜಾರಕಿಹೊಳಿ ದೆಹಲಿ ಪ್ರವಾಸ ಹಠಾತ್ ರದ್ದಾಗಿದೆ.	[1191, 1613, 1468, 1713]
kanaka-para: ಮನುಷ್ಯರಾಗಿ ಬದುಕಲು ಅವಕಾಶ ಕೊಡುವುದು, ಉತ್ತಮ ಸಾಂಸ್ಕೃತಿಕ ಪರಿಸರ ನಿರ್ಮಾಣ ಮಾಡುವುದು, ಕನ್ನಡ ಪರಂಪರೆಯ ವಿವೇಕವಾಗಿದ್ದ ಕನಕದಾಸರು, ಬಸವಣ್ಣನವರು ಸೇರಿದಂತೆ ಅನೇಕ ಮಹನೀಯರ, ದಾರ್ಶನಿಕರ ಮಾನವೀಯ ಮೌಲ್ಯಗಳನ್ನು ಯುವ ಮನಸ್ಸುಗಳಲ್ಲಿ ಬಿತ್ತುವ ಪ್ರಯತ್ನ ಮಾಡಲಾಗುತ್ತಿದೆ ಎಂದು ಸಂಶೋಧಕ ಕನಕದಾಸ ಮತ್ತು ತತ್ವಪದಕಾರರ ಅಧ್ಯಯನ ಕೇಂದ್ರದ ಅಧ್ಯಕ್ಷ ಡಾ. ಕಾ.ತ. ಚಿಕ್ಕಣ್ಣ ಹೇಳಿದರು.	[100, 509, 344, 714]
kaigarika-text: ಜಿಲ್ಲೆಯ ಕೈಗಾರಿಕಾ ಘಟಕಗಳ ಕುಂದುಕೊರತೆಗಳನ್ನು ಪರಿಹರಿಸುವ ಸಲುವಾಗಿ ಜಿಲ್ಲಾಧಿಕಾರಿಗಳ ಅಧ್ಯಕ್ಷತೆಯಲ್ಲಿ ನವೆಂಬರ್ 6 ರಂದು ಆಯೋಜಿಸಲಾಗಿದ್ದ ಕೈಗಾರಿಕಾ ಸ್ಪಂದನ ಸಭೆಯನ್ನು ಕಾರಣಾಂತರಗಳಿಂದ ಮುಂದೂಡಲಾಗಿದೆ ಎಂದು ಜಿಲ್ಲಾ ಕೈಗಾರಿಕಾ ಜಂಟಿ ನಿರ್ದೇಶಕರು ತಿಳಿಸಿದ್ದಾರೆ.	[959, 1096, 1256, 1197]
page-number: ಪುಟ-02	[1377, 106, 1457, 135]
cm-para: ಈ ಕುರಿತು ನಗರದ ಜಿಲ್ಲಾಧಿಕಾರಿಗಳ ಕಚೇರಿ ಸಭಾಂಗಣದಲ್ಲಿ ಮಂಗಳವಾರ ಅಧಿಕಾರಿಗಳ ಸಭೆ ನಡೆಸಿ ಅವರು ಮಾತನಾಡಿದರು.	[620, 793, 889, 852]
kalavida-photo-banner: ರಾಜ್ಯೋತ್ಸವ, ಜಿಲ್ಲಾ ಮಟ್ಟದ ಸಮಾರಂಭ	[208, 1585, 413, 1603]
kanaka-para: ನಗರದ ಸರ್ಕಾರಿ ಕಲಾ ಕಾಲೇಜಿನ ಡಾ. ಬಿ.ಆರ್. ಅಂಬೇಡ್ಕರ್ ಜ್ಞಾನ ಸಭಾಂಗಣದಲ್ಲಿ ಮಂಗಳವಾರ ಸಂಶೋಧಕ ಕನಕದಾಸ ಮತ್ತು ತತ್ವಪದಕಾರರ ಅಧ್ಯಯನ ಕೇಂದ್ರದ ವತಿಯಿಂದ ಕನಕ ಸಂಸ್ಕೃತಿ ಸಂಚಲನ "ಕನಕ ನಡೆ-ನುಡಿ ಉತ್ಸವ" ಕಾರ್ಯಕ್ರಮವನ್ನು ತಂಬೂರಿಯನ್ನು ನುಡಿಸುವುದರ ಮೂಲಕ ಉದ್ಘಾಟಿಸಿ ಅವರು ಮಾತನಾಡಿದರು.	[100, 719, 344, 861]
mba-text: ದಾವಣಗೆರೆ ವಿಶ್ವವಿದ್ಯಾನಿಲಯದ ಸ್ನಾತಕೋತ್ತರ ಅಧ್ಯಯನ ವಿಭಾಗಗಳಲ್ಲಿ ಹಾಗೂ ಸಂಲಗ್ನಗೊಂಡ ಸ್ನಾತಕೋತ್ತರ ಕಾಲೇಜುಗಳಲ್ಲಿ ಪ್ರಸಕ್ತ ಶೈಕ್ಷಣಿಕ ಸಾಲಿನ ಪಿಜಿ ಸೆಟ್ ಮೂಲಕ ಭರ್ತಿಯಾಗದೆ ಖಾಲಿ ಉಳಿದಿರುವ ಎಂಬಿಎ ಸೀಟುಗಳನ್ನು ಭರ್ತಿ ಮಾಡಿಕೊಳ್ಳಲು ಅರ್ಹ ವಿದ್ಯಾರ್ಥಿಗಳಿಂದ ಅರ್ಜಿ ಆಹ್ವಾನಿಸಲಾಗಿದೆ. ಅರ್ಹ ವಿದ್ಯಾರ್ಥಿಗಳು ನವೆಂಬರ್ 12 ರೊಳಗೆ ಆನ್‌ಲೈನ್ ಮೂಲಕ ಅರ್ಜಿಯನ್ನು ಸಲ್ಲಿಸಬಹುದು. ಹೆಚ್ಚಿನ ಮಾಹಿತಿಯನ್ನು ವಿಶ್ವವಿದ್ಯಾನಿಲಯದ ವೆಬ್‌ಸೈಟ್	[620, 2150, 947, 2220]
dks-para: ಸಂಪುಟ ಪುನಾರಚನೆ ಅಧಿಕಾರ ಹಂಚಿಕೆ ನವೆಂಬರ್ ಕ್ರಾಂತಿ ನಡೆಯಲಿದೆ ಎಂಬ ಚರ್ಚೆಗಳ ನಡುವೆಯೇ ಉಪಮುಖ್ಯಮಂತ್ರಿ ಡಿ.ಕೆ. ಶಿವಕುಮಾರ್ ಇಂದು ದೆಹಲಿ ಪ್ರವಾಸ ಕೈಗೊಂಡಿರುವುದು ನಾನಾ ವ್ಯಾಖ್ಯಾನಗಳಿಗೆ ಎಡೆಮಾಡಿಕೊಟ್ಟಿದೆ.	[959, 1537, 1181, 1658]
mba-text-end: ವೀಕ್ಷಿಸಬಹುದು ಎಂದು ವಿಶ್ವವಿದ್ಯಾನಿಲಯದ ಕುಲಸಚಿವರು ತಿಳಿಸಿದ್ದಾರೆ.	[620, 2222, 947, 2248]
kanaka-para: ಯುವ ಸಮುದಾಯದಲ್ಲಿ ಮಾನವೀಯ ಮೌಲ್ಯಗಳನ್ನು ಬಿತ್ತುವ ನಿಟ್ಟಿನಲ್ಲಿ ಕನಕದಾಸರು, ತತ್ವಪದಕಾರರು, ಕೀರ್ತನಕಾರರು, ದಾರ್ಶನಿಕರನ್ನಿಟ್ಟುಕೊಂಡು ಚರ್ಚೆ ಮಾಡಲಾಗುತ್ತಿದೆ. ಸಂತ ಕನಕದಾಸರ ಅಧ್ಯಯನ ಕೇಂದ್ರವು ಕನಕದಾಸರಿಗೆ ಮಾತ್ರ ಸೀಮಿತವಾಗದೇ ವಚನ ಸಾಹಿತ್ಯ, ದಾಸ ಸಾಹಿತ್ಯದಂತೆ ಈಗಾಗಲೇ ತತ್ವಪದ ಸಮಗ್ರ ಸಾಹಿತ್ಯವನ್ನು 50 ಸಂಪುಟಗಳಲ್ಲಿ ಪ್ರಕಟಿಸಲಾಗಿದೆ ಎಂದು ಹೇಳಿದರು.	[100, 866, 344, 1049]
kalavida-headline: ಕಲಾವಿದ ಬಿ.ನೀಲಪ್ಪ ರವರಿಗೆ	[151, 1454, 552, 1506]
mba-headline	[620, 2036, 947, 2130]
kanaka-event-photo	[100, 241, 603, 480]
section-divider	[959, 1271, 1468, 1272]
kalavida-para: ವಿಜಯನಗರ, ಹೊಸಪೇಟೆಯ ಜಿಲ್ಲಾ ಕ್ರೀಡಾಂಗಣದಲ್ಲಿ ಶನಿವಾರ 70ನೇ ಕನ್ನಡ ರಾಜ್ಯೋತ್ಸವ ದಿನಾಚರಣೆ ಅಂಗವಾಗಿ ಕೊಟ್ಟೂರು ತಾಲೂಕಿನ ತೂಲಹಳ್ಳಿ ಗ್ರಾಮದ ಆಕಾಶವಾಣಿ ಕಲಾವಿದ ಬಿ. ಬಾಲಕರ ಮೈಲಾರಪ್ಪ ಕಮಲಮ್ಮ ನವರ ಮಗನಾದ ಬಿ.ನೀಲಪ್ಪ ಕಲಾವಿದ ಇವರಿಗೆ ಜಿಲ್ಲಾ ಮಟ್ಟದ ಕನ್ನಡ ರಾಜ್ಯೋತ್ಸವ ಪ್ರಶಸ್ತಿ ನೀಡಿ ಗೌರವಿಸಲಾಯಿತು.	[100, 1950, 344, 2113]
kanaka-para: ಸರ್ಕಾರಿ ಕಲಾ ಕಾಲೇಜು (ಸ್ವಾಯತ್ತ) ಪ್ರಾಂಶುಪಾಲ ಡಾ. ಜಿ.ಕೆಂಪಯ್ಯ ಮಾತನಾಡಿ,	[100, 1306, 344, 1344]
dks-body-col1	[959, 1513, 1181, 2253]
factory-icon	[1270, 1091, 1442, 1249]
kalavida-para: ಕೊಂಡೊಯ್ಯುವ ಪ್ರಯತ್ನ ಮಾಡುತ್ತಿದ್ದಾರೆ. ಅಲ್ಲದೇ ಯುವಕರ ತಂಡಗಳನ್ನು ಕಟ್ಟಿಕೊಂಡು ರಾಜ್ಯದ ವಿವಿಧ ಜಿಲ್ಲೆಗಳಲ್ಲಿ ಕಾರ್ಯಕ್ರಮ ನೀಡಿ ಜನಮನ್ನಣೆ ಗಳಿಸಿರುತ್ತಾರೆ.	[356, 1822, 603, 1901]
dks-headline: ಡಿಕೆಶಿ ದೆಹಲಿಗೆ ಕುತೂಹಲಕ್ಕೆಡೆ	[959, 1279, 1287, 1319]
dattu-para: ಕಾನೂನು ಬದ್ಧ ಮಕ್ಕಳ ದತ್ತು ಪ್ರಕ್ರಿಯೆ ಕುರಿತು ಹೆಚ್ಚಿನ ಮಾಹಿತಿಗಾಗಿ ಕಚೇರಿಯನ್ನು ಸಂಪರ್ಕಿಸಲು ತಿಳಿಸಿದ್ದು, ಅನಧಿಕೃತವಾಗಿ ಮಕ್ಕಳನ್ನು ಮಾರಾಟ ಮಾಡುವುದು, ಕೊಳ್ಳುವುದು ಅಪರಾಧವಾಗಿದ್ದು ಕಾನೂನು ರೀತ್ಯಾ ಜೈಲುವಾಸ ಮತ್ತು ದಂಡ ವಿಧಿಸಲಾಗುವುದು ಎಂದು ತಿಳಿಸಿದ್ದಾರೆ.	[620, 1533, 947, 1634]
kaigarika-byline: ಪ್ರಜಾನಾಯಕ ದಾವಣಗೆರೆ :	[959, 1074, 1084, 1091]
dattu-byline: ಪ್ರಜಾನಾಯಕ ದಾವಣಗೆರೆ :	[620, 1405, 746, 1423]
kanaka-para: ಮಧ್ಯಕಾಲೀನ ಯುಗದಲ್ಲಿ ಯಾವುದೇ ಸಾಹಿತ್ಯ ಸೃಷ್ಟಿಯಾಗಲಿಲ್ಲ ಎಂದು ಸಾಹಿತ್ಯ ಚರಿತ್ರೆಕಾರರು ಮಧ್ಯಕಾಲೀನ ಯುಗವನ್ನು 'ಕತ್ತಲೆಯುಗ' ಎಂದು ಕರೆಯುತ್ತಾರೆ. ಆದರೆ ವಾಸ್ತವ ಹಾಗೂ ವಿಸ್ಮಯ ಸಂಗತಿ ಎಂದರೆ ಮಧ್ಯಕಾಲೀನ ಯುಗದಲ್ಲಿ ವಿಫುಲವಾಗಿ ತತ್ವಪದಗಳು ಸೃಷ್ಟಿಯಾಗುವುದರ ಜತೆಗೆ ಬದುಕಿಗೆ ಮುಖಾಮುಖಿಯಾದವು ಎಂದು ತಿಳಿಸಿದ ಅವರು, ಕನಕದಾಸರು, ಕೀರ್ತನೆಕಾರರು, ತತ್ವ ಪದಕಾರರು, ದಾರ್ಶನಿಕರು ನಡೆದ ದಾರಿ ಹಾಗೂ ಮಾದರಿಯ ಕುರಿತು ಯುವ ಸಮುದಾಯ ಹಾಗೂ ವಿದ್ಯಾರ್ಥಿಗಳಿಗೆ ಮನನ ಮಾಡುವ ಪ್ರಯತ್ನವನ್ನು ಮಾಡಲಾಗುತ್ತಿದೆ ಎಂದು ತಿಳಿಸಿದರು.	[100, 1054, 344, 1301]
dattu-para: ರಾಷ್ಟ್ರೀಯ ದತ್ತು ಮಾಸಾಚರಣೆ ನವೆಂಬರ್-2025ರ ಅಂಗವಾಗಿ ಜಿಲ್ಲಾ ಮಕ್ಕಳ ರಕ್ಷಣಾ ಘಟಕ, ಜಿ.ಎಚ್ ಪಟೇಲ್ ಬಡಾವಣೆ, ದಾವಣಗೆರೆ ಕಚೇರಿಯಿಂದ ದತ್ತು ಮಾಸಾಚರಣೆಯನ್ನು ವಿಶೇಷ ಚೇತನ ಮಕ್ಕಳ ದತ್ತು ಪ್ರಕ್ರಿಯೆ ಎಂಬ ಘೋಷವಾಕ್ಯದೊಂದಿಗೆ ಆಚರಿಸಲಾಗುವುದು.	[620, 1428, 947, 1528]
kalavida-para: ಇವರ ಸುಮಾರು 15 ವರ್ಷಗಳ ಕಲಾ ಸೇವೆಗೆ ಜಿಲ್ಲಾ ಆಡಳಿತದಿಂದ ಕನ್ನಡ ರಾಜ್ಯೋತ್ಸವ ಪ್ರಶಸ್ತಿ ಲಭಿಸಿರುವುದಕ್ಕೆ ಸಾರ್ವಜನಿಕರು, ಕುಟುಂಬಸ್ಥರು ಸಂತಸ ವ್ಯಕ್ತಪಡಿಸಿದ್ದಾರೆ.	[356, 2137, 603, 2217]
dattu-headline-line2: ಮಾಸಾಚರಣೆ	[706, 1341, 861, 1385]
paper-name: ಪ್ರಜಾ ನಾಯಕ	[108, 106, 217, 135]
